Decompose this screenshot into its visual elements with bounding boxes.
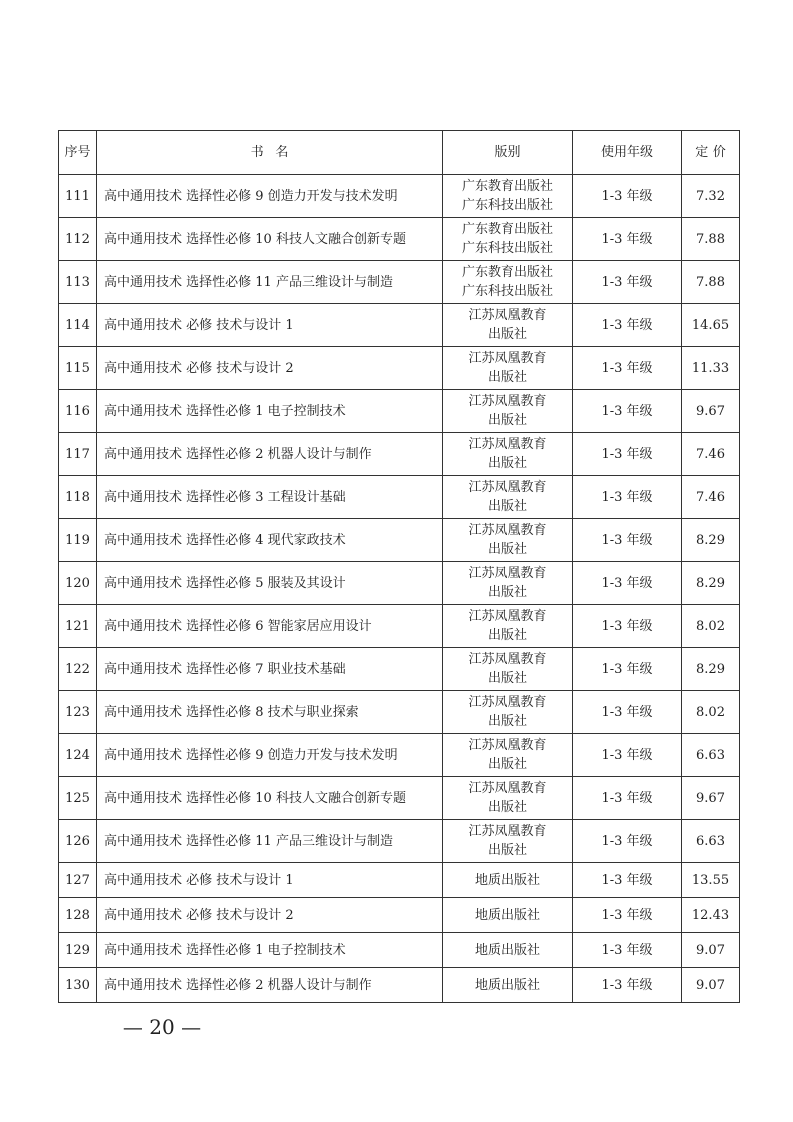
cell-grade: 1-3 年级 <box>573 218 682 261</box>
textbook-price-table <box>58 130 740 1003</box>
cell-grade: 1-3 年级 <box>573 648 682 691</box>
cell-price: 6.63 <box>682 734 740 777</box>
cell-book-name: 高中通用技术 必修 技术与设计 2 <box>97 347 443 390</box>
publisher-line: 地质出版社 <box>474 977 540 993</box>
cell-book-name: 高中通用技术 必修 技术与设计 1 <box>97 863 443 898</box>
publisher-line: 出版社 <box>487 327 527 342</box>
cell-book-name: 高中通用技术 选择性必修 9 创造力开发与技术发明 <box>97 734 443 777</box>
cell-publisher <box>443 476 573 519</box>
cell-price: 6.63 <box>682 820 740 863</box>
publisher-line: 出版社 <box>487 671 527 686</box>
table-row <box>59 605 740 648</box>
table-body <box>59 175 740 1003</box>
cell-book-name: 高中通用技术 选择性必修 2 机器人设计与制作 <box>97 433 443 476</box>
publisher-line: 广东教育出版社 <box>461 179 553 194</box>
cell-serial-number: 123 <box>59 691 97 734</box>
cell-publisher <box>443 218 573 261</box>
header-price: 定价 <box>682 131 740 175</box>
table-row <box>59 691 740 734</box>
cell-publisher <box>443 648 573 691</box>
cell-serial-number: 112 <box>59 218 97 261</box>
cell-grade: 1-3 年级 <box>573 898 682 933</box>
cell-publisher <box>443 898 573 933</box>
table-row <box>59 433 740 476</box>
cell-serial-number: 127 <box>59 863 97 898</box>
cell-price: 8.29 <box>682 519 740 562</box>
cell-price: 8.29 <box>682 562 740 605</box>
cell-publisher <box>443 347 573 390</box>
publisher-line: 地质出版社 <box>474 872 540 888</box>
cell-serial-number: 119 <box>59 519 97 562</box>
cell-serial-number: 121 <box>59 605 97 648</box>
publisher-line: 出版社 <box>487 542 527 557</box>
cell-book-name: 高中通用技术 必修 技术与设计 1 <box>97 304 443 347</box>
table-row <box>59 863 740 898</box>
cell-book-name: 高中通用技术 选择性必修 7 职业技术基础 <box>97 648 443 691</box>
publisher-line: 江苏凤凰教育 <box>468 437 547 452</box>
table-row <box>59 734 740 777</box>
table-row <box>59 820 740 863</box>
cell-publisher <box>443 261 573 304</box>
publisher-line: 出版社 <box>487 370 527 385</box>
cell-publisher <box>443 734 573 777</box>
cell-serial-number: 117 <box>59 433 97 476</box>
publisher-line: 出版社 <box>487 413 527 428</box>
table-row <box>59 175 740 218</box>
publisher-line: 地质出版社 <box>474 907 540 923</box>
cell-serial-number: 118 <box>59 476 97 519</box>
cell-price: 8.02 <box>682 605 740 648</box>
table-row <box>59 777 740 820</box>
cell-serial-number: 122 <box>59 648 97 691</box>
cell-grade: 1-3 年级 <box>573 476 682 519</box>
cell-publisher <box>443 863 573 898</box>
cell-price: 9.67 <box>682 777 740 820</box>
cell-publisher <box>443 390 573 433</box>
cell-serial-number: 126 <box>59 820 97 863</box>
page-number: — 20 — <box>122 1015 202 1039</box>
cell-price: 13.55 <box>682 863 740 898</box>
cell-grade: 1-3 年级 <box>573 347 682 390</box>
cell-publisher <box>443 175 573 218</box>
cell-publisher <box>443 691 573 734</box>
table-row <box>59 933 740 968</box>
cell-grade: 1-3 年级 <box>573 390 682 433</box>
cell-serial-number: 120 <box>59 562 97 605</box>
cell-book-name: 高中通用技术 选择性必修 2 机器人设计与制作 <box>97 968 443 1003</box>
publisher-line: 江苏凤凰教育 <box>468 308 547 323</box>
cell-book-name: 高中通用技术 选择性必修 1 电子控制技术 <box>97 933 443 968</box>
publisher-line: 江苏凤凰教育 <box>468 566 547 581</box>
publisher-line: 地质出版社 <box>474 942 540 958</box>
table-row <box>59 304 740 347</box>
cell-price: 9.67 <box>682 390 740 433</box>
cell-price: 7.46 <box>682 433 740 476</box>
table-row <box>59 218 740 261</box>
cell-publisher <box>443 605 573 648</box>
table-row <box>59 968 740 1003</box>
cell-publisher <box>443 304 573 347</box>
cell-grade: 1-3 年级 <box>573 261 682 304</box>
cell-publisher <box>443 933 573 968</box>
cell-book-name: 高中通用技术 选择性必修 1 电子控制技术 <box>97 390 443 433</box>
cell-grade: 1-3 年级 <box>573 777 682 820</box>
table-row <box>59 476 740 519</box>
publisher-line: 广东科技出版社 <box>461 198 553 213</box>
cell-price: 12.43 <box>682 898 740 933</box>
cell-price: 9.07 <box>682 968 740 1003</box>
cell-price: 8.02 <box>682 691 740 734</box>
cell-book-name: 高中通用技术 选择性必修 10 科技人文融合创新专题 <box>97 777 443 820</box>
cell-grade: 1-3 年级 <box>573 734 682 777</box>
cell-grade: 1-3 年级 <box>573 863 682 898</box>
cell-price: 14.65 <box>682 304 740 347</box>
cell-grade: 1-3 年级 <box>573 605 682 648</box>
header-grade: 使用年级 <box>573 131 682 175</box>
cell-price: 8.29 <box>682 648 740 691</box>
cell-book-name: 高中通用技术 必修 技术与设计 2 <box>97 898 443 933</box>
cell-price: 9.07 <box>682 933 740 968</box>
cell-price: 7.32 <box>682 175 740 218</box>
publisher-line: 江苏凤凰教育 <box>468 351 547 366</box>
cell-grade: 1-3 年级 <box>573 562 682 605</box>
table-row <box>59 562 740 605</box>
cell-price: 7.88 <box>682 218 740 261</box>
publisher-line: 江苏凤凰教育 <box>468 695 547 710</box>
publisher-line: 出版社 <box>487 714 527 729</box>
table-row <box>59 519 740 562</box>
publisher-line: 江苏凤凰教育 <box>468 781 547 796</box>
cell-serial-number: 130 <box>59 968 97 1003</box>
cell-book-name: 高中通用技术 选择性必修 8 技术与职业探索 <box>97 691 443 734</box>
cell-book-name: 高中通用技术 选择性必修 5 服装及其设计 <box>97 562 443 605</box>
publisher-line: 江苏凤凰教育 <box>468 738 547 753</box>
cell-publisher <box>443 519 573 562</box>
publisher-line: 江苏凤凰教育 <box>468 824 547 839</box>
publisher-line: 出版社 <box>487 843 527 858</box>
cell-book-name: 高中通用技术 选择性必修 11 产品三维设计与制造 <box>97 820 443 863</box>
cell-grade: 1-3 年级 <box>573 175 682 218</box>
cell-book-name: 高中通用技术 选择性必修 3 工程设计基础 <box>97 476 443 519</box>
publisher-line: 广东科技出版社 <box>461 241 553 256</box>
cell-publisher <box>443 777 573 820</box>
cell-serial-number: 115 <box>59 347 97 390</box>
cell-publisher <box>443 820 573 863</box>
cell-book-name: 高中通用技术 选择性必修 10 科技人文融合创新专题 <box>97 218 443 261</box>
table-row <box>59 261 740 304</box>
cell-serial-number: 114 <box>59 304 97 347</box>
cell-book-name: 高中通用技术 选择性必修 4 现代家政技术 <box>97 519 443 562</box>
table-row <box>59 648 740 691</box>
cell-grade: 1-3 年级 <box>573 820 682 863</box>
cell-serial-number: 128 <box>59 898 97 933</box>
cell-grade: 1-3 年级 <box>573 304 682 347</box>
table-row <box>59 390 740 433</box>
publisher-line: 出版社 <box>487 800 527 815</box>
publisher-line: 广东教育出版社 <box>461 265 553 280</box>
cell-grade: 1-3 年级 <box>573 933 682 968</box>
cell-publisher <box>443 968 573 1003</box>
cell-book-name: 高中通用技术 选择性必修 11 产品三维设计与制造 <box>97 261 443 304</box>
cell-serial-number: 125 <box>59 777 97 820</box>
publisher-line: 广东教育出版社 <box>461 222 553 237</box>
cell-book-name: 高中通用技术 选择性必修 6 智能家居应用设计 <box>97 605 443 648</box>
header-publisher: 版别 <box>443 131 573 175</box>
cell-price: 11.33 <box>682 347 740 390</box>
publisher-line: 江苏凤凰教育 <box>468 480 547 495</box>
cell-book-name: 高中通用技术 选择性必修 9 创造力开发与技术发明 <box>97 175 443 218</box>
publisher-line: 广东科技出版社 <box>461 284 553 299</box>
publisher-line: 出版社 <box>487 456 527 471</box>
cell-serial-number: 111 <box>59 175 97 218</box>
cell-grade: 1-3 年级 <box>573 519 682 562</box>
header-book-name: 书名 <box>97 131 443 175</box>
publisher-line: 江苏凤凰教育 <box>468 523 547 538</box>
publisher-line: 江苏凤凰教育 <box>468 394 547 409</box>
cell-grade: 1-3 年级 <box>573 433 682 476</box>
header-serial-number: 序号 <box>59 131 97 175</box>
publisher-line: 出版社 <box>487 757 527 772</box>
cell-grade: 1-3 年级 <box>573 691 682 734</box>
publisher-line: 江苏凤凰教育 <box>468 609 547 624</box>
cell-serial-number: 124 <box>59 734 97 777</box>
publisher-line: 出版社 <box>487 499 527 514</box>
publisher-line: 出版社 <box>487 585 527 600</box>
cell-serial-number: 116 <box>59 390 97 433</box>
cell-publisher <box>443 433 573 476</box>
cell-serial-number: 129 <box>59 933 97 968</box>
cell-price: 7.46 <box>682 476 740 519</box>
publisher-line: 出版社 <box>487 628 527 643</box>
cell-price: 7.88 <box>682 261 740 304</box>
table-row <box>59 347 740 390</box>
cell-publisher <box>443 562 573 605</box>
cell-serial-number: 113 <box>59 261 97 304</box>
table-row <box>59 898 740 933</box>
cell-grade: 1-3 年级 <box>573 968 682 1003</box>
table-header-row <box>59 131 740 175</box>
publisher-line: 江苏凤凰教育 <box>468 652 547 667</box>
